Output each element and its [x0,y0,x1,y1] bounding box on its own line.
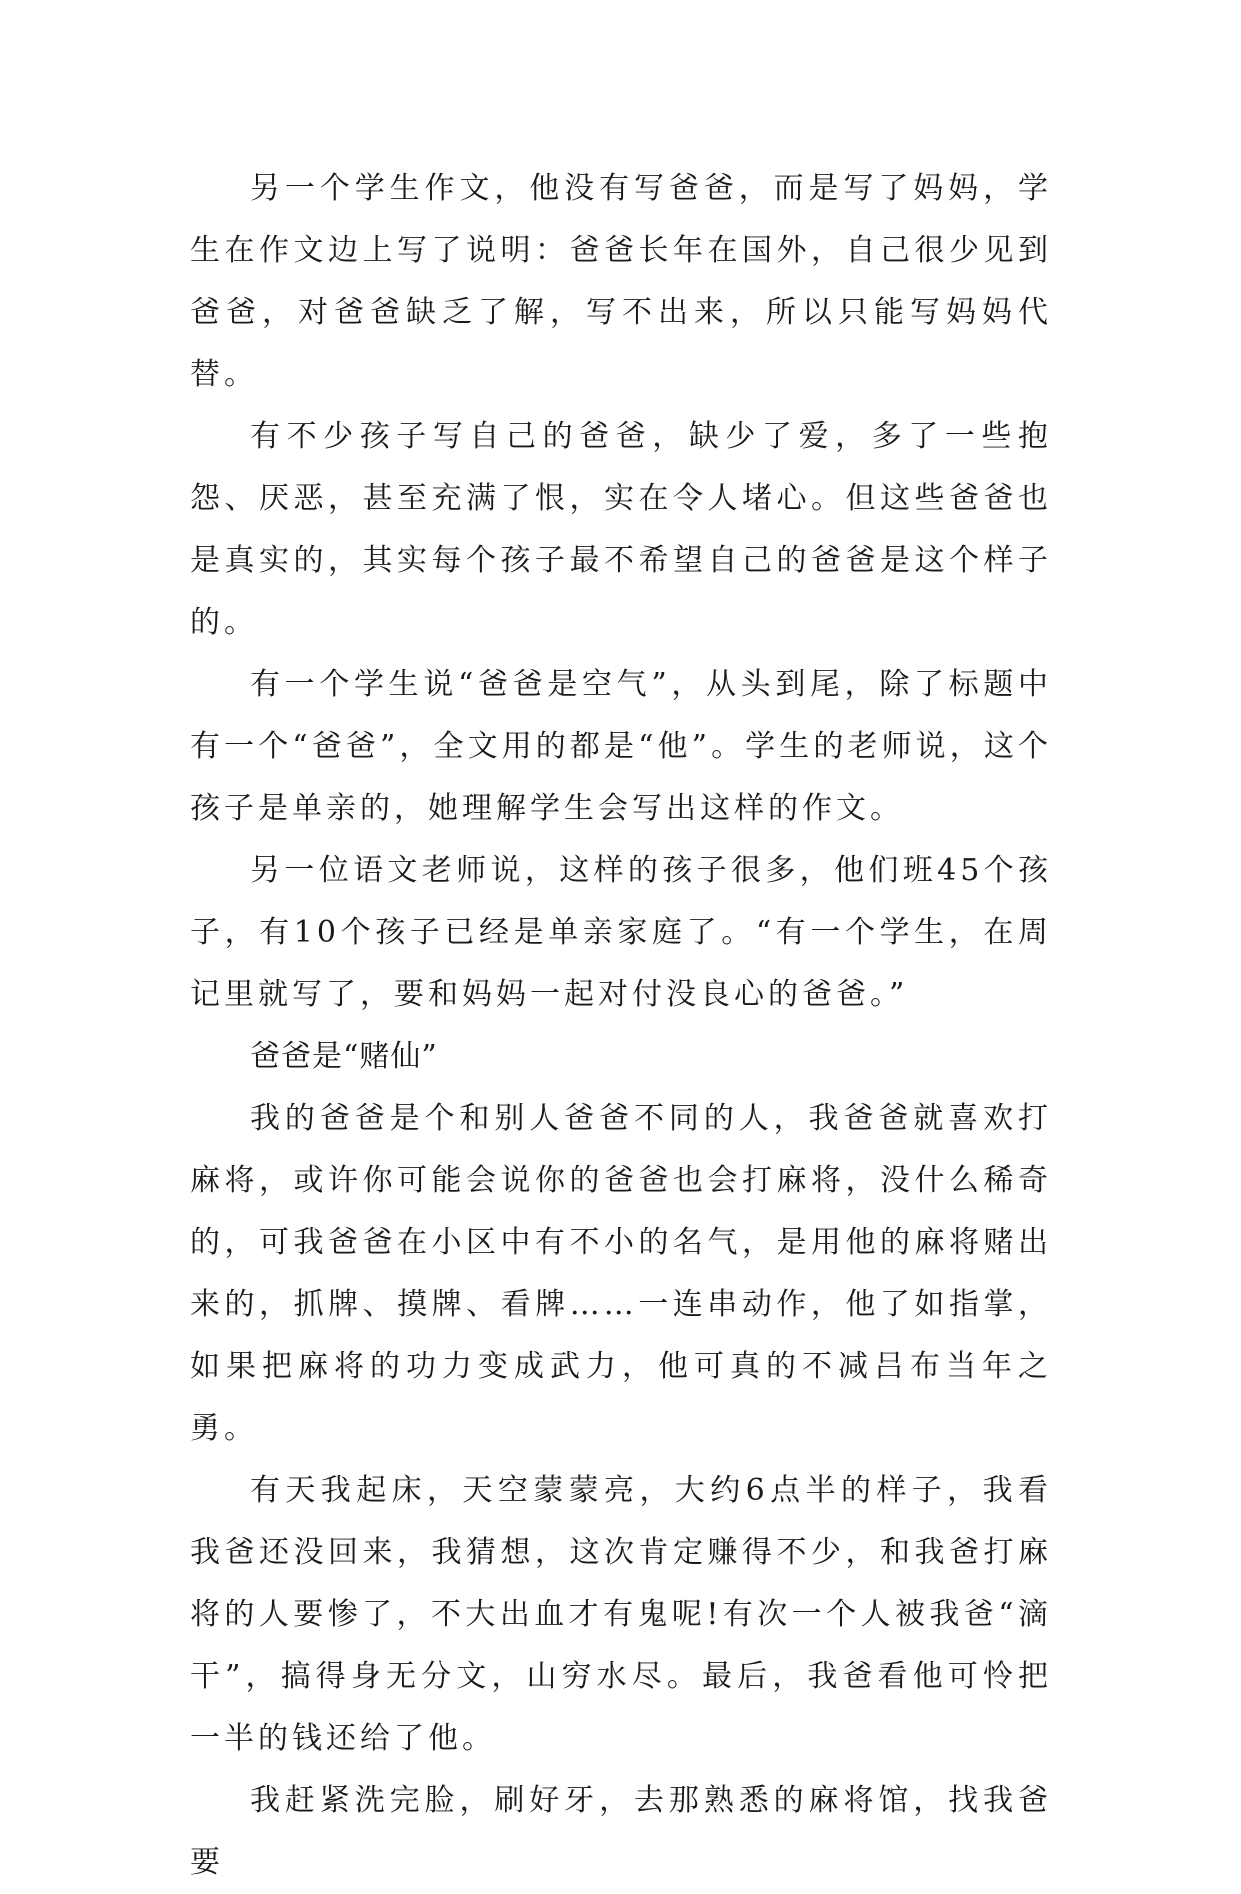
paragraph: 有一个学生说“爸爸是空气”，从头到尾，除了标题中有一个“爸爸”，全文用的都是“他”。学生的老师说，这个孩子是单亲的，她理解学生会写出这样的作文。 [190,667,1052,826]
paragraph: 我的爸爸是个和别人爸爸不同的人，我爸爸就喜欢打麻将，或许你可能会说你的爸爸也会打麻将，没什么稀奇的，可我爸爸在小区中有不小的名气，是用他的麻将赌出来的，抓牌、摸牌、看牌……一连串动作，他了如指掌，如果把麻将的功力变成武力，他可真的不减吕布当年之勇。 [190,1101,1052,1446]
paragraph: 有不少孩子写自己的爸爸，缺少了爱，多了一些抱怨、厌恶，甚至充满了恨，实在令人堵心。但这些爸爸也是真实的，其实每个孩子最不希望自己的爸爸是这个样子的。 [190,419,1052,640]
essay-title: 爸爸是“赌仙” [250,1039,438,1074]
paragraph: 另一个学生作文，他没有写爸爸，而是写了妈妈，学生在作文边上写了说明：爸爸长年在国外，自己很少见到爸爸，对爸爸缺乏了解，写不出来，所以只能写妈妈代替。 [190,171,1052,392]
document-body [190,158,1052,1894]
paragraph: 我赶紧洗完脸，刷好牙，去那熟悉的麻将馆，找我爸要 [190,1783,1052,1880]
paragraph: 有天我起床，天空蒙蒙亮，大约6点半的样子，我看我爸还没回来，我猜想，这次肯定赚得不少，和我爸打麻将的人要惨了，不大出血才有鬼呢!有次一个人被我爸“滴干”，搞得身无分文，山穷水尽。最后，我爸看他可怜把一半的钱还给了他。 [190,1473,1052,1756]
paragraph: 另一位语文老师说，这样的孩子很多，他们班45个孩子，有10个孩子已经是单亲家庭了。“有一个学生，在周记里就写了，要和妈妈一起对付没良心的爸爸。” [190,853,1052,1012]
